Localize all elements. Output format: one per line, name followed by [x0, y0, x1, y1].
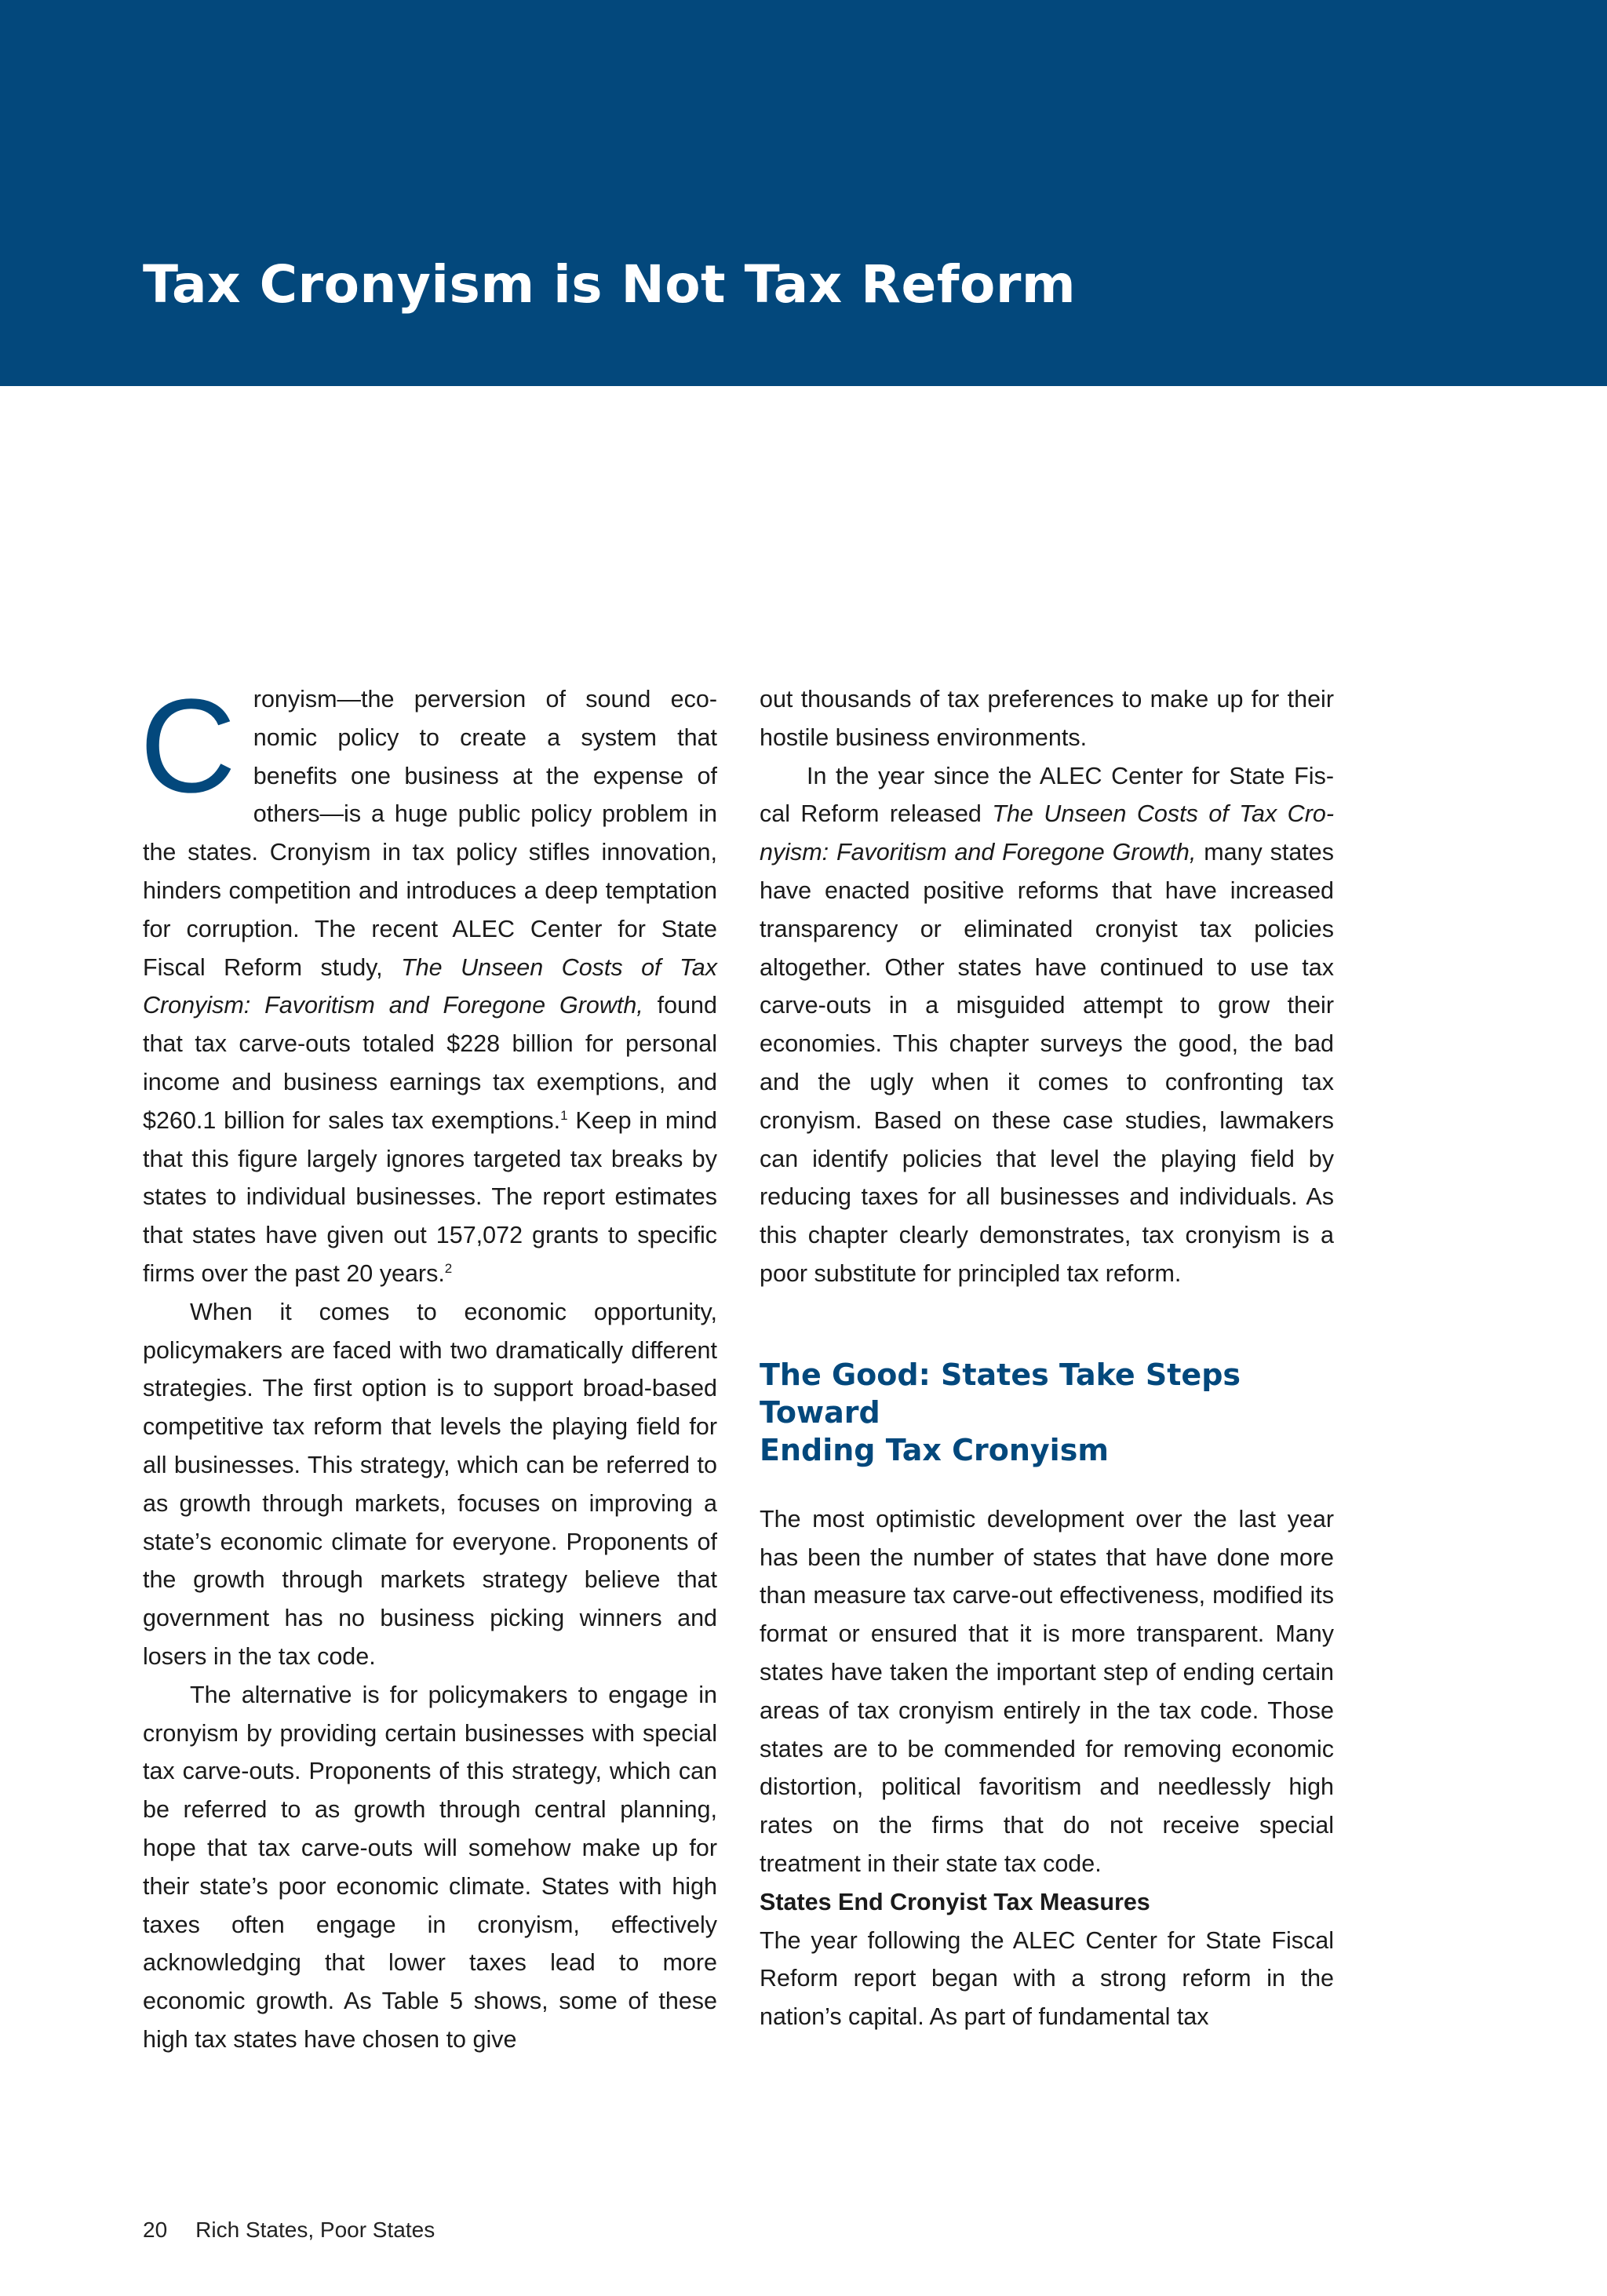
body-text-a: In the year since the ALEC Center for State Fiscal Reform released: [760, 762, 1334, 828]
body-paragraph: When it comes to economic opportunity, policymakers are faced with two dramatically different strategies. The first option is to support broad-based competitive tax reform that levels the playing field for all businesses. This strategy, which can be referred to as growth through markets, focuses on improving a state’s economic climate for everyone. Proponents of the growth through markets strategy believe that government has no business picking winners and losers in the tax code.: [143, 1298, 717, 1670]
subheading: States End Cronyist Tax Measures: [760, 1888, 1150, 1915]
intro-text-a: ronyism—the perversion of sound economic policy to create a system that benefits one business at the expense of others—is a huge public policy problem in the states. Cronyism in tax policy stifles innovation, hinders competition and introduces a deep temptation for corruption. The recent ALEC Center for State Fiscal Reform study,: [143, 686, 717, 981]
page-footer: [143, 2216, 435, 2244]
section-heading: [760, 1356, 1334, 1469]
page-number: 20: [143, 2218, 168, 2242]
drop-cap: C: [140, 672, 236, 821]
body-paragraph: The most optimistic development over the last year has been the number of states that have done more than measure tax carve-out effectiveness, modified its format or ensured that it is more transparent. Many states have taken the important step of ending certain areas of tax cronyism entirely in the tax code. Those states are to be commended for removing economic distortion, political favoritism and needlessly high rates on the firms that do not receive special treatment in their state tax code.: [760, 1505, 1334, 1877]
study-title: The Unseen Costs of Tax Cronyism: Favoritism and Foregone Growth,: [760, 800, 1335, 866]
study-title: The Unseen Costs of Tax Cronyism: Favoritism and Foregone Growth,: [143, 953, 717, 1019]
intro-text-b: found that tax carve-outs totaled $228 billion for personal income and business earnings tax exemptions, and $260.1 billion for sales tax exemptions.: [143, 992, 717, 1134]
publication-title: Rich States, Poor States: [195, 2218, 435, 2242]
chapter-title: Tax Cronyism is Not Tax Reform: [143, 254, 1077, 315]
body-paragraph: [760, 757, 1334, 1293]
body-paragraph: The year following the ALEC Center for State Fiscal Reform report began with a strong reform in the nation’s capital. As part of fundamental tax: [760, 1926, 1334, 2031]
body-paragraph: out thousands of tax preferences to make up for their hostile business environments.: [760, 686, 1334, 751]
body-text-b: many states have enacted positive reforms that have increased transparency or eliminated cronyist tax policies altogether. Other states have continued to use tax carve-outs in a misguided attempt to grow their economies. This chapter surveys the good, the bad and the ugly when it comes to confronting tax cronyism. Based on these case studies, lawmakers can identify policies that level the playing field by reducing taxes for all businesses and individuals. As this chapter clearly demonstrates, tax cronyism is a poor substitute for principled tax reform.: [760, 839, 1334, 1287]
intro-text-c: Keep in mind that this figure largely ignores targeted tax breaks by states to individual businesses. The report estimates that states have given out 157,072 grants to specific firms over the past 20 years.: [143, 1106, 717, 1287]
section-heading-line-1: The Good: States Take Steps Toward: [760, 1357, 1241, 1430]
footnote-ref-2: 2: [444, 1260, 453, 1276]
intro-paragraph: [140, 672, 717, 1293]
header-band: [0, 0, 1607, 386]
section-heading-line-2: Ending Tax Cronyism: [760, 1432, 1109, 1467]
footnote-ref-1: 1: [560, 1107, 568, 1123]
body-paragraph: The alternative is for policymakers to engage in cronyism by providing certain businesses with special tax carve-outs. Proponents of this strategy, which can be referred to as growth through central planning, hope that tax carve-outs will somehow make up for their state’s poor economic climate. States with high taxes often engage in cronyism, effectively acknowledging that lower taxes lead to more economic growth. As Table 5 shows, some of these high tax states have chosen to give: [143, 1681, 717, 2053]
right-column: [760, 680, 1334, 2036]
left-column: [140, 672, 717, 2059]
